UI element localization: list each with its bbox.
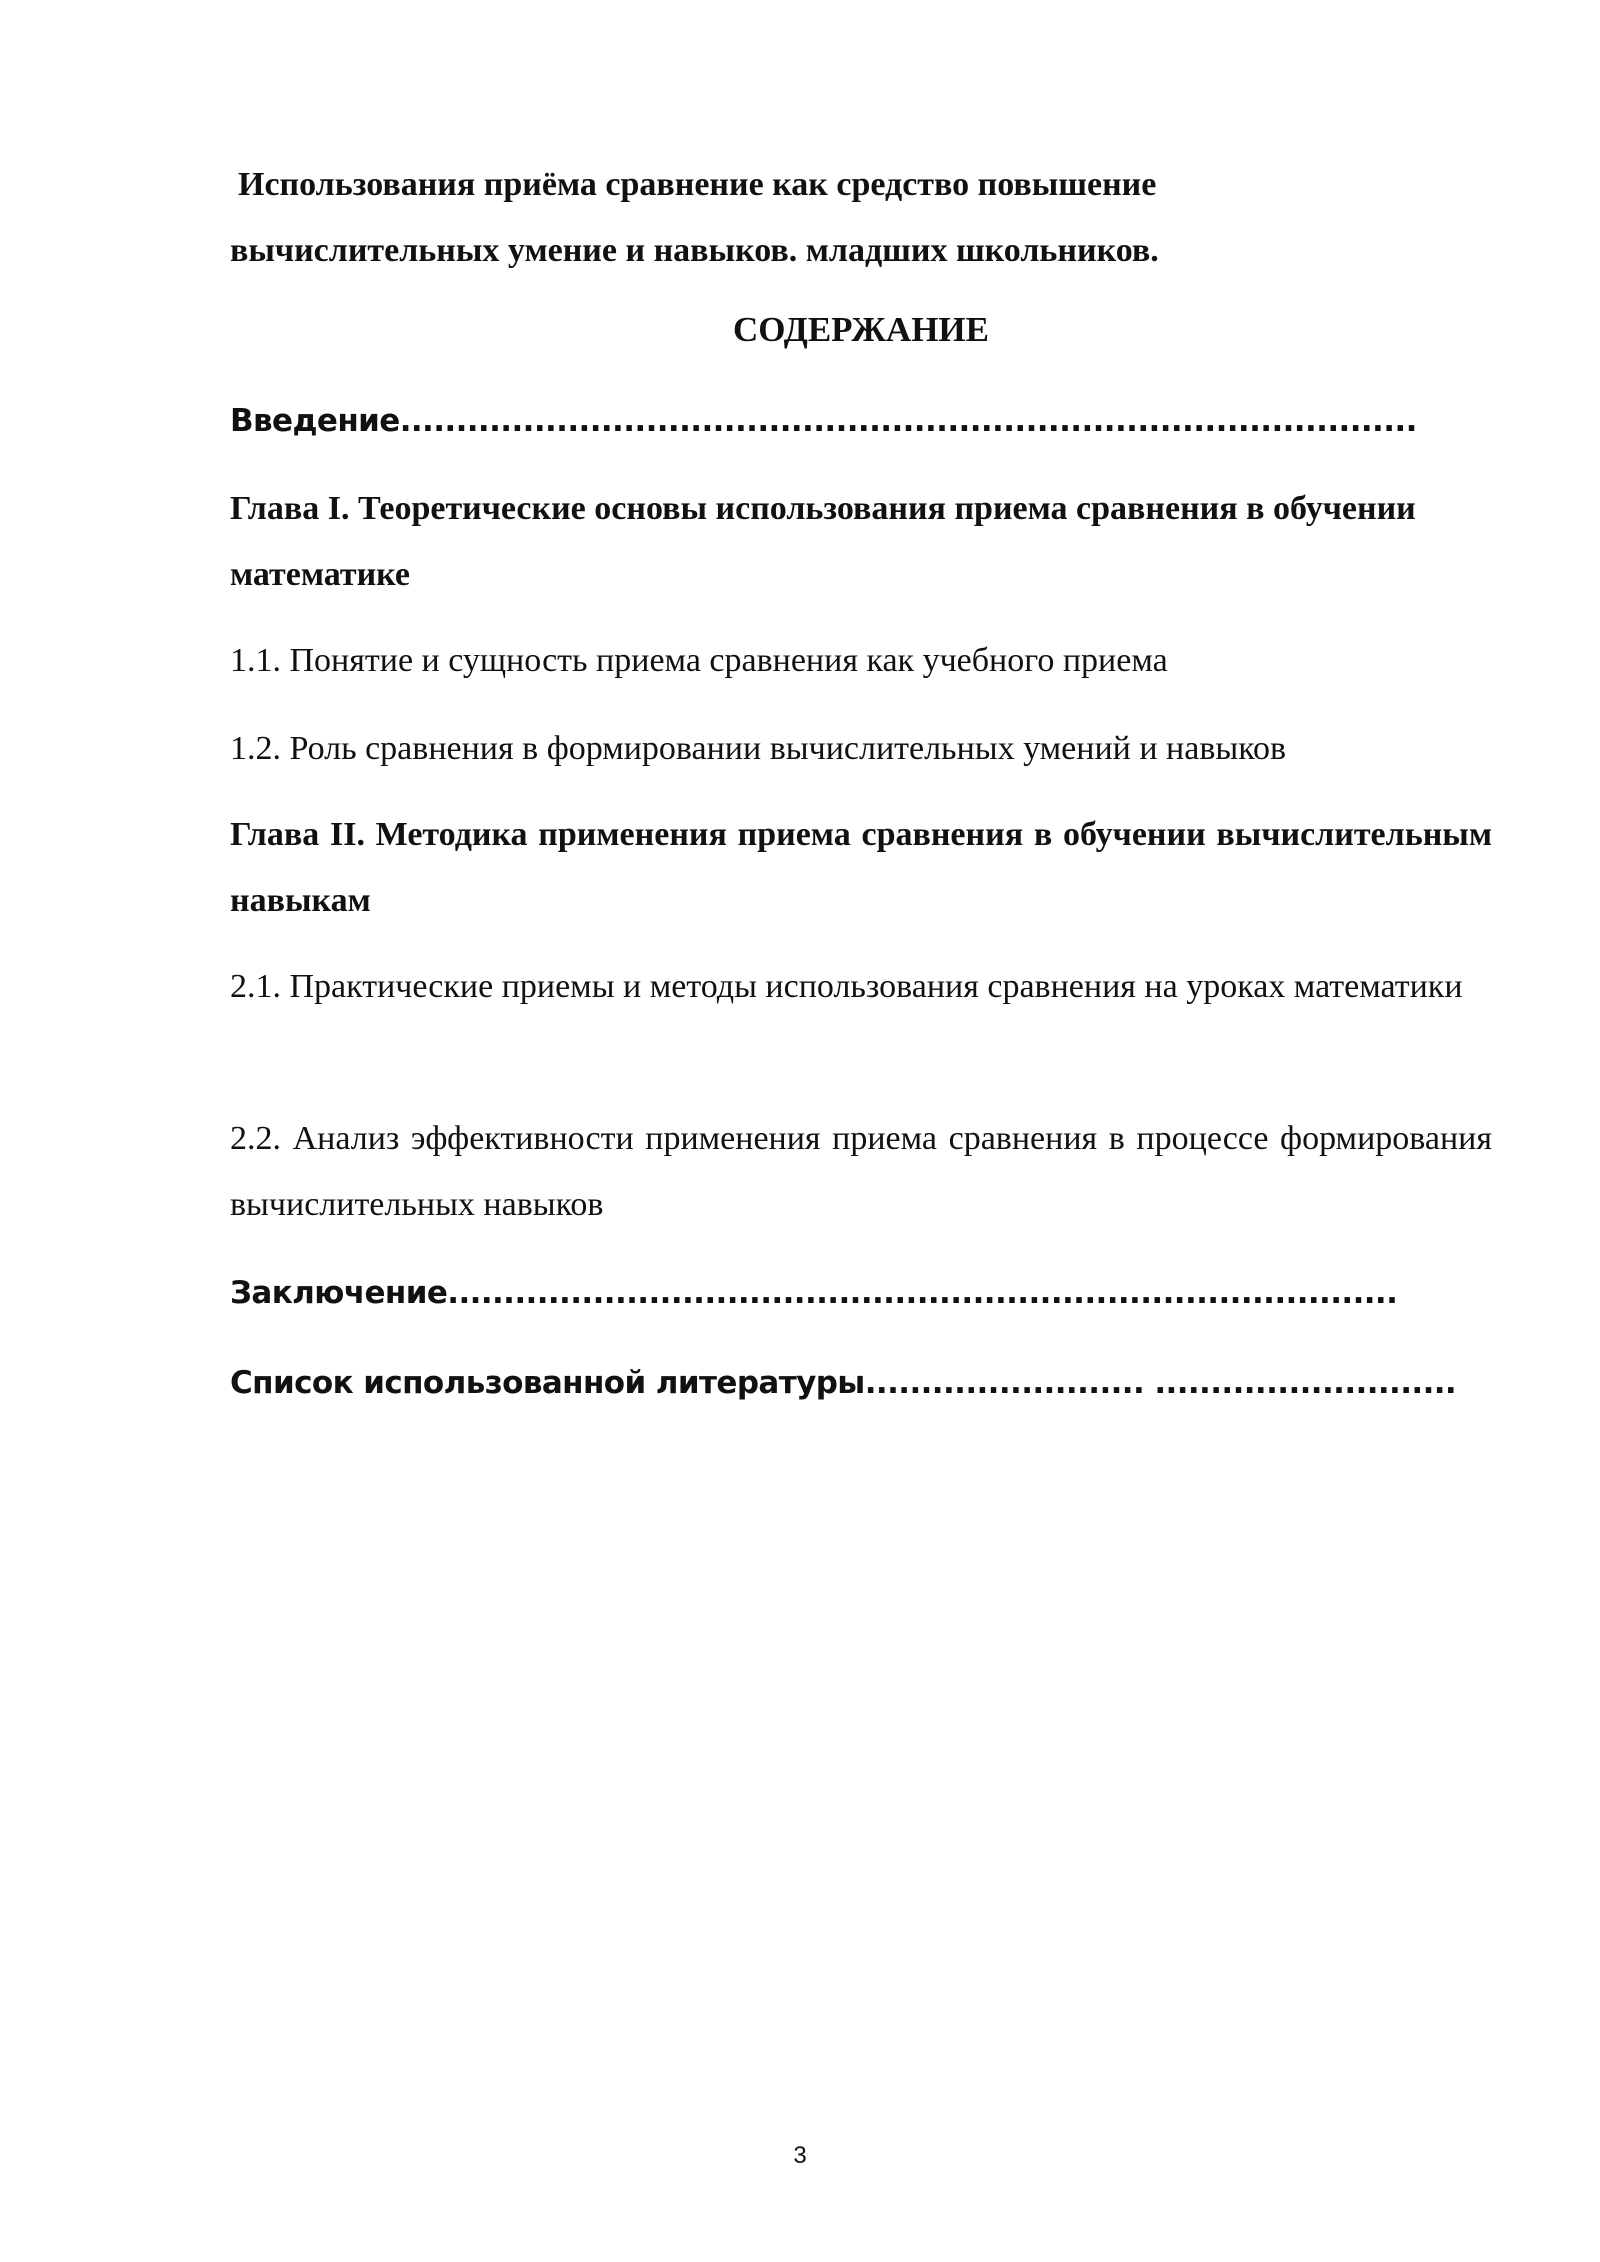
toc-item-introduction: Введение........................................................................................... <box>230 403 1417 439</box>
title-line-1: Использования приёма сравнение как средство повышение <box>238 166 1157 203</box>
toc-item-section-2-2: 2.2. Анализ эффективности применения приема сравнения в процессе формирования вычислительных навыков <box>230 1120 1492 1223</box>
title-line-2: вычислительных умение и навыков. младших школьников. <box>230 232 1159 269</box>
document-title <box>230 152 1310 284</box>
toc-item-chapter-2: Глава II. Методика применения приема сравнения в обучении вычислительным навыкам <box>230 816 1492 919</box>
toc-item-section-2-1: 2.1. Практические приемы и методы использования сравнения на уроках математики <box>230 968 1463 1005</box>
toc-item-conclusion: Заключение..................................................................................... <box>230 1275 1398 1311</box>
toc-item-section-1-2: 1.2. Роль сравнения в формировании вычислительных умений и навыков <box>230 730 1287 767</box>
page-number: 3 <box>793 2142 807 2169</box>
toc-item-bibliography: Список использованной литературы......................... ........................... <box>230 1365 1457 1401</box>
toc-item-chapter-1: Глава I. Теоретические основы использования приема сравнения в обучении математике <box>230 490 1416 593</box>
toc-heading: СОДЕРЖАНИЕ <box>732 310 989 349</box>
toc-item-section-1-1: 1.1. Понятие и сущность приема сравнения как учебного приема <box>230 642 1168 679</box>
